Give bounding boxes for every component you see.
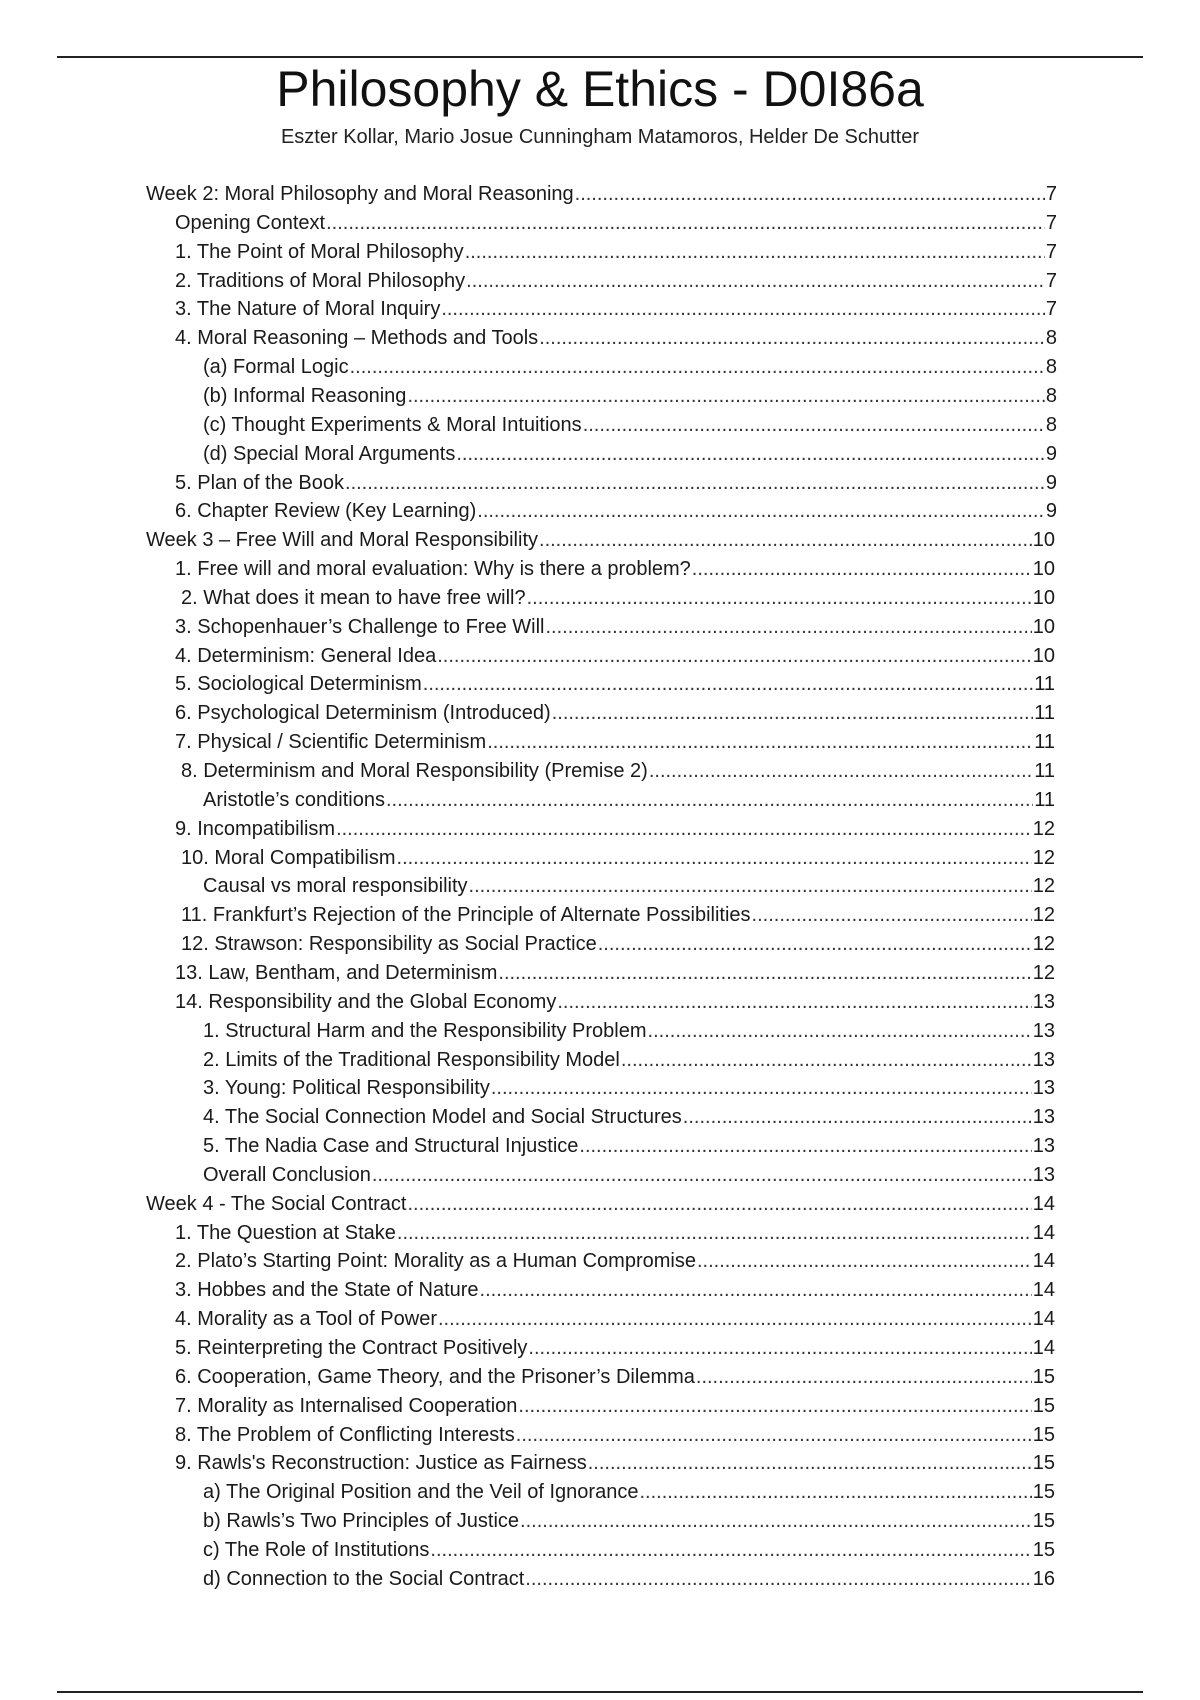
toc-entry-page: 12 — [1032, 961, 1055, 984]
toc-entry-label: 12. Strawson: Responsibility as Social Practice — [181, 933, 597, 956]
dot-leader — [469, 872, 1032, 900]
dot-leader — [639, 1478, 1031, 1506]
toc-entry-label: 11. Frankfurt’s Rejection of the Principle of Alternate Possibilities — [181, 904, 751, 927]
dot-leader — [516, 1421, 1032, 1449]
toc-entry[interactable] — [203, 1017, 1055, 1045]
dot-leader — [438, 1305, 1032, 1333]
toc-entry-label: 4. Moral Reasoning – Methods and Tools — [175, 327, 539, 350]
toc-entry[interactable] — [175, 728, 1055, 756]
toc-entry[interactable] — [203, 1132, 1055, 1160]
toc-entry-page: 11 — [1034, 731, 1055, 754]
dot-leader — [752, 901, 1032, 929]
toc-entry[interactable] — [175, 1334, 1055, 1362]
toc-entry[interactable] — [203, 1507, 1055, 1535]
toc-entry-label: 2. What does it mean to have free will? — [181, 586, 526, 609]
toc-entry-label: Overall Conclusion — [203, 1163, 371, 1186]
toc-entry-page: 7 — [1045, 240, 1057, 263]
toc-entry-label: 4. The Social Connection Model and Social Structures — [203, 1106, 682, 1129]
toc-entry[interactable] — [175, 295, 1057, 323]
toc-entry[interactable] — [175, 815, 1055, 843]
dot-leader — [525, 1565, 1031, 1593]
toc-entry-label: 3. The Nature of Moral Inquiry — [175, 298, 441, 321]
toc-entry-label: 5. Reinterpreting the Contract Positively — [175, 1337, 528, 1359]
toc-entry-label: 7. Physical / Scientific Determinism — [175, 731, 487, 754]
dot-leader — [539, 526, 1032, 554]
toc-entry-label: 1. Free will and moral evaluation: Why is there a problem? — [175, 558, 691, 581]
toc-entry-page: 12 — [1032, 817, 1055, 840]
toc-entry-page: 15 — [1032, 1538, 1055, 1561]
toc-entry[interactable] — [175, 555, 1055, 583]
toc-entry-label: 9. Incompatibilism — [175, 817, 336, 840]
toc-entry[interactable] — [175, 642, 1055, 670]
toc-entry-label: 8. The Problem of Conflicting Interests — [175, 1423, 515, 1446]
dot-leader — [527, 584, 1032, 612]
toc-entry-page: 13 — [1032, 1135, 1055, 1158]
toc-entry-label: 5. Sociological Determinism — [175, 673, 422, 696]
toc-entry-label: c) The Role of Institutions — [203, 1538, 430, 1561]
document-title: Philosophy & Ethics - D0I86a — [276, 61, 924, 117]
toc-entry[interactable] — [203, 440, 1057, 468]
dot-leader — [408, 1190, 1032, 1218]
toc-entry-page: 12 — [1032, 846, 1055, 869]
toc-entry-page: 11 — [1034, 673, 1055, 696]
toc-entry-label: (d) Special Moral Arguments — [203, 442, 456, 465]
toc-entry[interactable] — [175, 1247, 1055, 1275]
dot-leader — [386, 786, 1033, 814]
dot-leader — [430, 1536, 1031, 1564]
toc-entry[interactable] — [175, 613, 1055, 641]
toc-entry-label: 6. Chapter Review (Key Learning) — [175, 500, 477, 523]
toc-entry[interactable] — [175, 988, 1055, 1016]
toc-entry-label: (a) Formal Logic — [203, 356, 349, 379]
toc-entry-page: 13 — [1032, 1106, 1055, 1129]
toc-entry-label: 13. Law, Bentham, and Determinism — [175, 961, 498, 984]
dot-leader — [423, 670, 1033, 698]
toc-entry-page: 13 — [1032, 1077, 1055, 1100]
toc-entry-page: 12 — [1032, 933, 1055, 956]
dot-leader — [557, 988, 1031, 1016]
dot-leader — [528, 1334, 1031, 1362]
toc-entry-page: 7 — [1045, 298, 1057, 321]
dot-leader — [466, 267, 1045, 295]
toc-entry[interactable] — [175, 1392, 1055, 1420]
toc-entry-label: 2. Plato’s Starting Point: Morality as a Human Compromise — [175, 1250, 696, 1273]
toc-entry-label: 8. Determinism and Moral Responsibility (Premise 2) — [181, 760, 648, 782]
toc-entry-label: 7. Morality as Internalised Cooperation — [175, 1394, 518, 1417]
dot-leader — [437, 642, 1032, 670]
dot-leader — [397, 844, 1032, 872]
dot-leader — [456, 440, 1045, 468]
toc-entry-page: 14 — [1032, 1279, 1055, 1302]
dot-leader — [326, 209, 1045, 237]
toc-entry[interactable] — [181, 930, 1055, 958]
toc-entry-label: 10. Moral Compatibilism — [181, 846, 396, 869]
toc-entry[interactable] — [146, 180, 1057, 208]
dot-leader — [579, 1132, 1031, 1160]
toc-entry-page: 13 — [1032, 1019, 1055, 1042]
dot-leader — [539, 324, 1045, 352]
dot-leader — [372, 1161, 1032, 1189]
dot-leader — [498, 959, 1031, 987]
toc-entry-label: 1. The Point of Moral Philosophy — [175, 240, 464, 263]
dot-leader — [588, 1449, 1032, 1477]
dot-leader — [441, 295, 1045, 323]
dot-leader — [648, 1017, 1032, 1045]
toc-entry[interactable] — [181, 901, 1055, 929]
toc-entry[interactable] — [203, 382, 1057, 410]
dot-leader — [407, 382, 1044, 410]
toc-entry-page: 15 — [1032, 1510, 1055, 1533]
toc-entry-label: Causal vs moral responsibility — [203, 875, 468, 898]
dot-leader — [397, 1219, 1032, 1247]
toc-entry-label: 4. Morality as a Tool of Power — [175, 1308, 437, 1331]
bottom-rule — [57, 1691, 1143, 1693]
toc-entry[interactable] — [203, 1536, 1055, 1564]
toc-entry[interactable] — [175, 1449, 1055, 1477]
dot-leader — [350, 353, 1045, 381]
toc-entry-label: 2. Limits of the Traditional Responsibility Model — [203, 1048, 620, 1071]
toc-entry[interactable] — [203, 411, 1057, 439]
dot-leader — [477, 497, 1045, 525]
toc-entry-page: 14 — [1032, 1337, 1055, 1359]
toc-entry-page: 10 — [1032, 529, 1055, 552]
toc-entry-page: 7 — [1045, 183, 1057, 205]
toc-entry-label: 14. Responsibility and the Global Economy — [175, 990, 557, 1013]
toc-entry-label: (b) Informal Reasoning — [203, 384, 407, 407]
toc-entry-page: 16 — [1032, 1567, 1055, 1590]
document-authors: Eszter Kollar, Mario Josue Cunningham Matamoros, Helder De Schutter — [280, 126, 920, 148]
toc-entry[interactable] — [203, 1046, 1055, 1074]
toc-entry-label: 6. Cooperation, Game Theory, and the Prisoner’s Dilemma — [175, 1365, 695, 1388]
toc-entry[interactable] — [175, 209, 1057, 237]
toc-entry-page: 10 — [1032, 586, 1055, 609]
toc-entry-page: 10 — [1032, 644, 1055, 667]
toc-entry-label: 9. Rawls's Reconstruction: Justice as Fairness — [175, 1452, 587, 1475]
toc-entry-page: 9 — [1045, 442, 1057, 465]
toc-entry[interactable] — [146, 526, 1055, 554]
dot-leader — [692, 555, 1032, 583]
toc-entry-page: 7 — [1045, 269, 1057, 292]
toc-entry-label: b) Rawls’s Two Principles of Justice — [203, 1510, 520, 1533]
toc-entry[interactable] — [175, 1305, 1055, 1333]
toc-entry-page: 8 — [1045, 384, 1057, 407]
toc-entry-label: Week 4 - The Social Contract — [146, 1192, 407, 1215]
dot-leader — [465, 238, 1045, 266]
toc-entry-label: 3. Hobbes and the State of Nature — [175, 1279, 479, 1302]
toc-entry-page: 15 — [1032, 1394, 1055, 1417]
dot-leader — [583, 411, 1045, 439]
dot-leader — [683, 1103, 1032, 1131]
dot-leader — [491, 1074, 1032, 1102]
toc-entry[interactable] — [203, 1565, 1055, 1593]
toc-entry[interactable] — [203, 786, 1055, 814]
toc-entry-label: Opening Context — [175, 211, 326, 234]
toc-entry[interactable] — [175, 1276, 1055, 1304]
toc-entry-page: 13 — [1032, 990, 1055, 1013]
toc-entry[interactable] — [181, 584, 1055, 612]
toc-entry[interactable] — [203, 353, 1057, 381]
toc-entry-label: 3. Schopenhauer’s Challenge to Free Will — [175, 615, 545, 638]
toc-entry[interactable] — [181, 757, 1055, 785]
dot-leader — [520, 1507, 1032, 1535]
toc-entry[interactable] — [175, 959, 1055, 987]
toc-entry[interactable] — [181, 844, 1055, 872]
toc-entry-page: 15 — [1032, 1423, 1055, 1446]
toc-entry-label: Week 2: Moral Philosophy and Moral Reasoning — [146, 183, 574, 205]
toc-entry-label: 6. Psychological Determinism (Introduced) — [175, 702, 551, 725]
toc-entry[interactable] — [175, 1363, 1055, 1391]
toc-entry-page: 14 — [1032, 1221, 1055, 1244]
toc-entry-label: Aristotle’s conditions — [203, 788, 385, 811]
dot-leader — [649, 757, 1033, 785]
toc-entry-label: Week 3 – Free Will and Moral Responsibility — [146, 529, 539, 552]
dot-leader — [598, 930, 1032, 958]
toc-entry[interactable] — [203, 1074, 1055, 1102]
toc-entry-page: 8 — [1045, 413, 1057, 436]
toc-entry-label: 1. The Question at Stake — [175, 1221, 396, 1244]
dot-leader — [518, 1392, 1031, 1420]
toc-entry-page: 8 — [1045, 356, 1057, 379]
toc-entry-page: 14 — [1032, 1192, 1055, 1215]
toc-entry-label: 1. Structural Harm and the Responsibility Problem — [203, 1019, 647, 1042]
toc-entry-page: 7 — [1045, 211, 1057, 234]
toc-entry[interactable] — [175, 324, 1057, 352]
toc-entry[interactable] — [175, 699, 1055, 727]
toc-entry-page: 15 — [1032, 1452, 1055, 1475]
dot-leader — [545, 613, 1031, 641]
toc-entry[interactable] — [203, 1478, 1055, 1506]
toc-entry-page: 13 — [1032, 1163, 1055, 1186]
dot-leader — [575, 180, 1045, 208]
toc-entry[interactable] — [203, 872, 1055, 900]
toc-entry-page: 12 — [1032, 904, 1055, 927]
top-rule — [57, 56, 1143, 58]
toc-entry[interactable] — [175, 469, 1057, 497]
toc-entry-label: 4. Determinism: General Idea — [175, 644, 437, 667]
dot-leader — [621, 1046, 1032, 1074]
toc-entry-label: 3. Young: Political Responsibility — [203, 1077, 490, 1100]
dot-leader — [336, 815, 1032, 843]
toc-entry[interactable] — [203, 1161, 1055, 1189]
toc-entry-page: 15 — [1032, 1481, 1055, 1504]
toc-entry[interactable] — [175, 497, 1057, 525]
toc-entry-label: d) Connection to the Social Contract — [203, 1567, 525, 1590]
toc-entry-page: 14 — [1032, 1308, 1055, 1331]
toc-entry[interactable] — [203, 1103, 1055, 1131]
dot-leader — [696, 1363, 1032, 1391]
dot-leader — [697, 1247, 1032, 1275]
toc-entry-page: 12 — [1032, 875, 1055, 898]
toc-entry-page: 15 — [1032, 1365, 1055, 1388]
dot-leader — [552, 699, 1034, 727]
toc-entry-page: 11 — [1034, 702, 1055, 725]
dot-leader — [487, 728, 1033, 756]
toc-entry[interactable] — [175, 238, 1057, 266]
toc-entry[interactable] — [175, 670, 1055, 698]
dot-leader — [345, 469, 1045, 497]
toc-entry[interactable] — [175, 267, 1057, 295]
toc-entry-page: 11 — [1034, 760, 1055, 782]
toc-entry[interactable] — [175, 1219, 1055, 1247]
toc-entry-label: 5. Plan of the Book — [175, 471, 345, 494]
toc-entry-page: 9 — [1045, 500, 1057, 523]
toc-entry-label: a) The Original Position and the Veil of Ignorance — [203, 1481, 639, 1504]
toc-entry-label: 5. The Nadia Case and Structural Injustice — [203, 1135, 579, 1158]
toc-entry-page: 10 — [1032, 558, 1055, 581]
toc-entry-label: (c) Thought Experiments & Moral Intuitions — [203, 413, 582, 436]
toc-entry-page: 9 — [1045, 471, 1057, 494]
dot-leader — [480, 1276, 1032, 1304]
toc-entry-page: 13 — [1032, 1048, 1055, 1071]
toc-entry-page: 8 — [1045, 327, 1057, 350]
toc-entry[interactable] — [175, 1421, 1055, 1449]
toc-entry-page: 10 — [1032, 615, 1055, 638]
toc-entry-page: 14 — [1032, 1250, 1055, 1273]
toc-entry[interactable] — [146, 1190, 1055, 1218]
toc-entry-page: 11 — [1034, 788, 1055, 811]
toc-entry-label: 2. Traditions of Moral Philosophy — [175, 269, 466, 292]
